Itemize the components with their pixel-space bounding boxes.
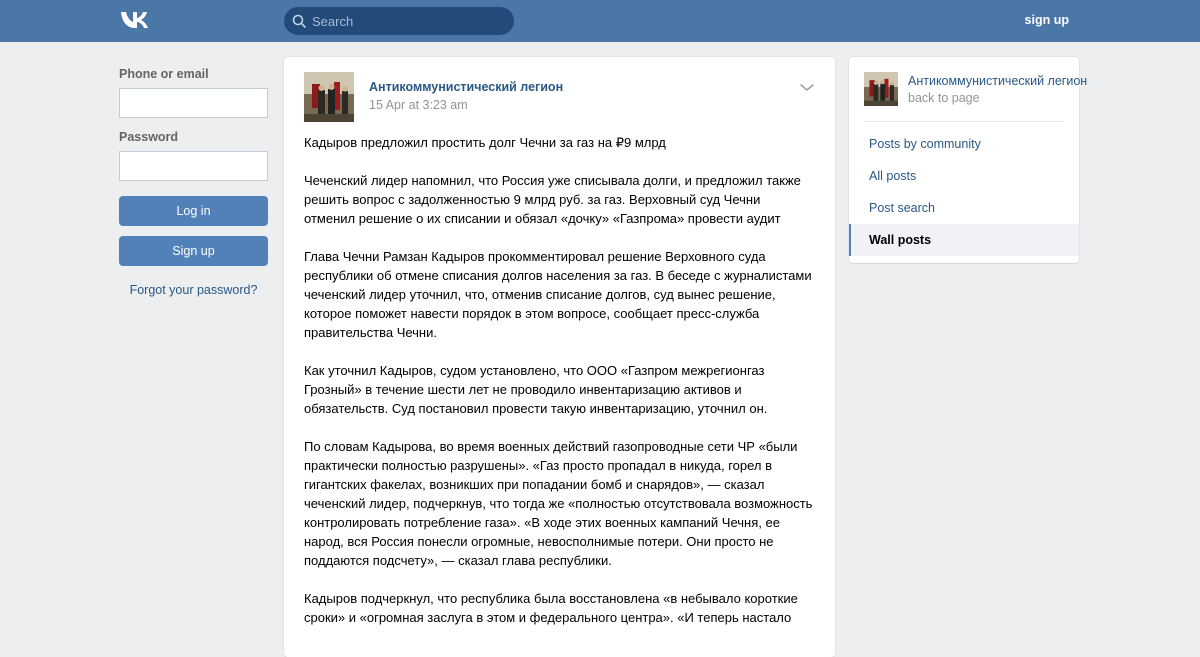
password-field[interactable] <box>119 151 268 181</box>
sidebar-item-all-posts[interactable]: All posts <box>869 169 917 183</box>
wall-post <box>284 57 835 657</box>
post-paragraph: По словам Кадырова, во время военных действий газопроводные сети ЧР «были практически полностью разрушены». «Газ просто пропадал в никуда, горел в гигантских факелах, возникших при попадании бомб и снарядов», — сказал чеченский лидер, подчеркнув, что тогда же «полностью отсутствовала возможность контролировать потребление газа». «В ходе этих военных кампаний Чечня, ее народ, вся Россия понесли огромные, невосполнимые потери. Они просто не поддаются подсчету», — сказал глава республики. <box>304 439 813 568</box>
community-sidebar <box>849 57 1088 263</box>
post-paragraph: Кадыров предложил простить долг Чечни за газ на ₽9 млрд <box>304 135 666 150</box>
signup-button[interactable]: Sign up <box>119 236 268 266</box>
sidebar-item-wall-posts[interactable]: Wall posts <box>849 224 1079 256</box>
signup-link[interactable]: sign up <box>1024 13 1069 27</box>
phone-label: Phone or email <box>119 67 209 81</box>
search-box[interactable] <box>284 7 514 35</box>
divider <box>864 121 1064 122</box>
vk-logo-icon[interactable] <box>119 10 152 30</box>
chevron-down-icon[interactable] <box>799 83 815 93</box>
post-paragraph: Кадыров подчеркнул, что республика была восстановлена «в небывало короткие сроки» и «огромная заслуга в этом и федерального центра». «И теперь настало <box>304 591 798 625</box>
post-paragraph: Как уточнил Кадыров, судом установлено, что ООО «Газпром межрегионгаз Грозный» в течение шести лет не проводило инвентаризацию активов и обязательств. Суд постановил провести такую инвентаризацию, уточнил он. <box>304 363 768 416</box>
community-avatar[interactable] <box>304 72 354 122</box>
post-paragraph: Глава Чечни Рамзан Кадыров прокомментировал решение Верховного суда республики об отмене списания долгов населения за газ. В беседе с журналистами чеченский лидер уточнил, что, отменив списание долгов, суд вынес решение, которое поможет навести порядок в этом вопросе, сообщает пресс-служба правительства Чечни. <box>304 249 812 340</box>
login-form <box>119 57 268 297</box>
sidebar-item-post-search[interactable]: Post search <box>869 201 936 215</box>
password-label: Password <box>119 130 179 144</box>
post-author-link[interactable]: Антикоммунистический легион <box>369 80 564 94</box>
sidebar-community-avatar[interactable] <box>864 72 898 106</box>
search-icon <box>292 14 306 28</box>
post-paragraph: Чеченский лидер напомнил, что Россия уже списывала долги, и предложил также решить вопрос с задолженностью 9 млрд руб. за газ. Верховный суд Чечни отменил решение о их списании и обязал «дочку» «Газпрома» провести аудит <box>304 173 801 226</box>
sidebar-community-name[interactable]: Антикоммунистический легион <box>908 74 1088 88</box>
back-to-page-link[interactable]: back to page <box>908 91 980 105</box>
sidebar-item-posts-by-community[interactable]: Posts by community <box>869 137 981 151</box>
search-input[interactable] <box>312 7 508 35</box>
forgot-password-link[interactable]: Forgot your password? <box>129 283 258 297</box>
phone-email-field[interactable] <box>119 88 268 118</box>
post-text <box>304 133 815 646</box>
post-date[interactable]: 15 Apr at 3:23 am <box>369 98 468 112</box>
login-button[interactable]: Log in <box>119 196 268 226</box>
top-bar <box>0 0 1200 42</box>
